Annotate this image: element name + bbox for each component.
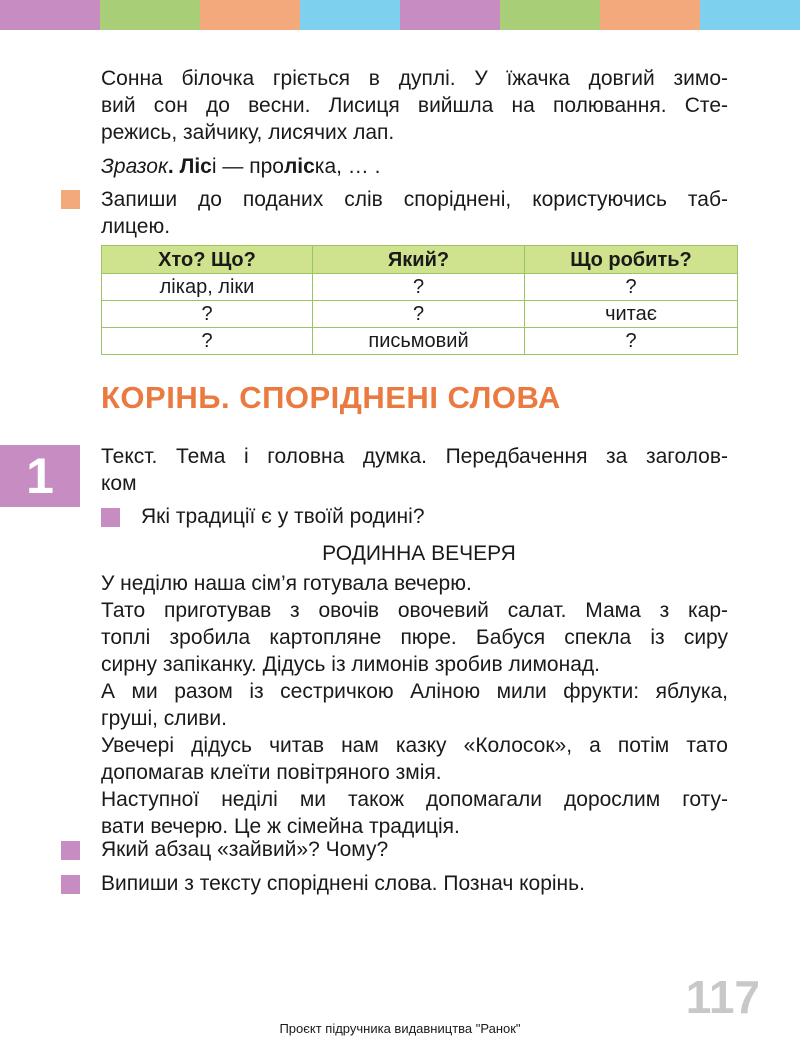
table-cell: ? [525, 274, 738, 301]
dash: — [216, 155, 250, 178]
table-row [102, 301, 738, 328]
stripe [300, 0, 400, 30]
text-line: Сонна білочка гріється в дуплі. У їжачка довгий зимо- [101, 67, 728, 90]
table-header-row [102, 246, 738, 274]
page-number: 117 [685, 971, 760, 1023]
table-cell: ? [525, 328, 738, 355]
text-line: Увечері дідусь читав нам казку «Колосок», а потім тато [101, 734, 728, 757]
table-cell: ? [102, 301, 313, 328]
column-header: Що робить? [525, 246, 738, 274]
column-header: Хто? Що? [102, 246, 313, 274]
sample-line [101, 153, 728, 180]
text-line: режись, зайчику, лисячих лап. [101, 121, 395, 144]
footer-note: Проєкт підручника видавництва "Ранок" [279, 1021, 521, 1036]
question: Випиши з тексту споріднені слова. Познач корінь. [101, 872, 585, 895]
text-line: сирну запіканку. Дідусь із лимонів зробив лимонад. [101, 653, 600, 676]
sample-label: Зразок [101, 155, 168, 178]
word-prefix: про [249, 155, 284, 178]
text-line: Тато приготував з овочів овочевий салат. Мама з кар- [101, 599, 728, 622]
table-row [102, 328, 738, 355]
text-line: груші, сливи. [101, 707, 227, 730]
task-marker [61, 841, 80, 860]
stripe [400, 0, 500, 30]
text-line: Текст. Тема і головна думка. Передбачення за заголов- [101, 445, 728, 468]
word-root: ліс [283, 155, 315, 178]
question: Який абзац «зайвий»? Чому? [101, 838, 389, 861]
table-cell: лікар, ліки [102, 274, 313, 301]
text-line: У неділю наша сім’я готувала вечерю. [101, 572, 472, 595]
top-color-stripes [0, 0, 800, 30]
text-line: допомагав клеїти повітряного змія. [101, 761, 442, 784]
text-line: лицею. [101, 215, 171, 238]
table-cell: ? [102, 328, 313, 355]
text-line: Наступної неділі ми також допомагали дорослим готу- [101, 788, 728, 811]
text-line: Запиши до поданих слів споріднені, користуючись таб- [101, 188, 728, 211]
word-ending: і [211, 155, 217, 178]
stripe [600, 0, 700, 30]
story-text [101, 570, 728, 840]
text-line: вий сон до весни. Лисиця вийшла на полювання. Сте- [101, 94, 728, 117]
column-header: Який? [313, 246, 525, 274]
task-marker [61, 190, 80, 209]
task-marker [101, 508, 120, 527]
word-ending: ка, … . [314, 155, 381, 178]
lesson-number-badge: 1 [0, 445, 80, 507]
text-line: топлі зробила картопляне пюре. Бабуся спекла із сиру [101, 626, 728, 649]
section-title: КОРІНЬ. СПОРІДНЕНІ СЛОВА [101, 380, 561, 415]
question: Які традиції є у твоїй родині? [141, 505, 425, 528]
task-instruction [101, 186, 728, 240]
text-line: вати вечерю. Це ж сімейна традиція. [101, 815, 460, 838]
table-cell: письмовий [313, 328, 525, 355]
intro-paragraph [101, 65, 728, 146]
lesson-title [101, 443, 728, 497]
story-title: РОДИННА ВЕЧЕРЯ [322, 542, 516, 565]
stripe [200, 0, 300, 30]
table-row [102, 274, 738, 301]
table-cell: ? [313, 301, 525, 328]
stripe [0, 0, 100, 30]
sample-dot: . [167, 155, 174, 178]
task-marker [61, 875, 80, 894]
text-line: ком [101, 472, 137, 495]
table-cell: ? [313, 274, 525, 301]
word-root: Ліс [179, 155, 212, 178]
table-cell: читає [525, 301, 738, 328]
text-line: А ми разом із сестричкою Аліною мили фрукти: яблука, [101, 680, 728, 703]
word-table [101, 245, 738, 355]
stripe [700, 0, 800, 30]
stripe [100, 0, 200, 30]
stripe [500, 0, 600, 30]
